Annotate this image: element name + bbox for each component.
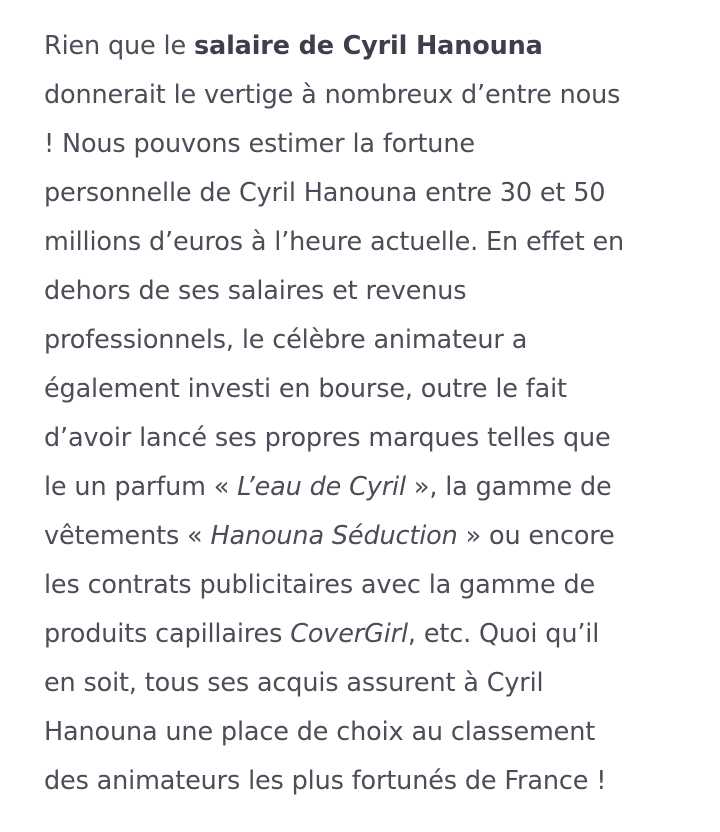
covergirl-brand: CoverGirl	[290, 619, 408, 649]
parfum-name: L’eau de Cyril	[237, 472, 406, 502]
text-line: dehors de ses salaires et revenus	[44, 276, 467, 306]
text-line: des animateurs les plus fortunés de France !	[44, 766, 607, 796]
text-line: millions d’euros à l’heure actuelle. En effet en	[44, 227, 625, 257]
vetements-brand: Hanouna Séduction	[210, 521, 458, 551]
article-paragraph	[44, 22, 684, 806]
salaire-link[interactable]: salaire de Cyril Hanouna	[193, 31, 543, 61]
text-line: donnerait le vertige à nombreux d’entre nous	[44, 80, 621, 110]
text-line: Hanouna une place de choix au classement	[44, 717, 596, 747]
text-line: en soit, tous ses acquis assurent à Cyril	[44, 668, 544, 698]
text-line: personnelle de Cyril Hanouna entre 30 et 50	[44, 178, 606, 208]
text-line: produits capillaires CoverGirl, etc. Quoi qu’il	[44, 619, 600, 649]
text-line: professionnels, le célèbre animateur a	[44, 325, 528, 355]
text-line: vêtements « Hanouna Séduction » ou encore	[44, 521, 615, 551]
text-line: les contrats publicitaires avec la gamme de	[44, 570, 596, 600]
text-line: également investi en bourse, outre le fait	[44, 374, 567, 404]
text-line: ! Nous pouvons estimer la fortune	[44, 129, 475, 159]
text-line: d’avoir lancé ses propres marques telles que	[44, 423, 611, 453]
text-line: le un parfum « L’eau de Cyril », la gamme de	[44, 472, 612, 502]
text-line: Rien que le salaire de Cyril Hanouna	[44, 31, 543, 61]
